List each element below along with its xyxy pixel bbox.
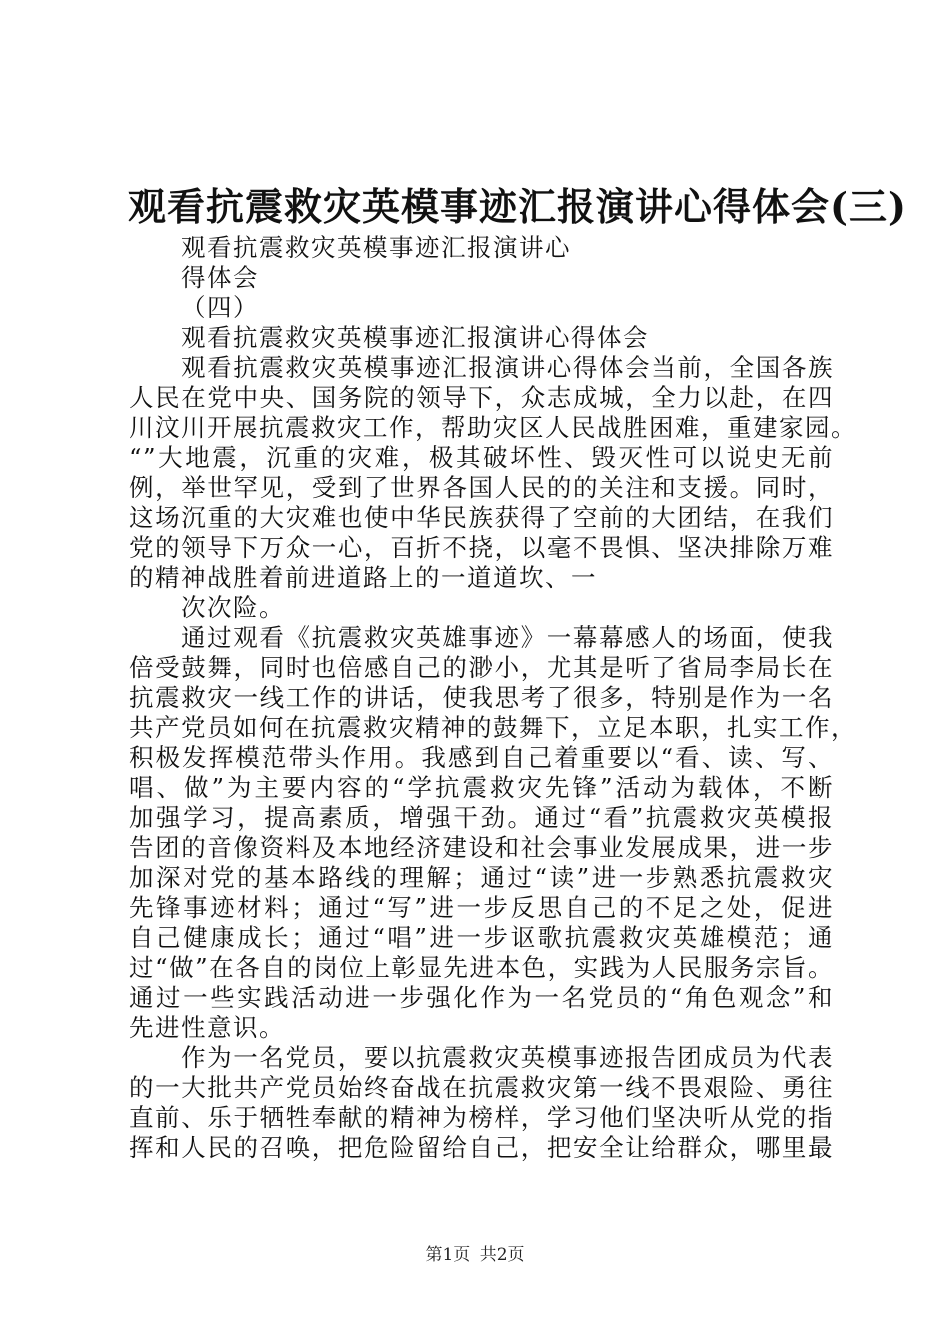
text-line: 观看抗震救灾英模事迹汇报演讲心 <box>181 233 571 262</box>
text-line: 次次险。 <box>181 593 285 622</box>
text-line: 告团的音像资料及本地经济建设和社会事业发展成果，进一步 <box>129 833 834 862</box>
text-line: 川汶川开展抗震救灾工作，帮助灾区人民战胜困难，重建家园。 <box>129 413 857 442</box>
text-line: 先锋事迹材料；通过“写”进一步反思自己的不足之处，促进 <box>129 893 834 922</box>
text-line: 观看抗震救灾英模事迹汇报演讲心得体会 <box>181 323 649 352</box>
text-line: 共产党员如何在抗震救灾精神的鼓舞下，立足本职，扎实工作， <box>129 713 857 742</box>
text-line: （四） <box>181 293 259 322</box>
text-line: 的精神战胜着前进道路上的一道道坎、一 <box>129 563 597 592</box>
text-line: 通过观看《抗震救灾英雄事迹》一幕幕感人的场面，使我 <box>181 623 834 652</box>
text-line: 人民在党中央、国务院的领导下，众志成城，全力以赴，在四 <box>129 383 834 412</box>
page-total: 共2页 <box>479 1245 525 1265</box>
text-line: 先进性意识。 <box>129 1013 285 1042</box>
text-line: 加深对党的基本路线的理解；通过“读”进一步熟悉抗震救灾 <box>129 863 834 892</box>
document-title: 观看抗震救灾英模事迹汇报演讲心得体会(三) <box>128 184 907 229</box>
text-line: 加强学习，提高素质，增强干劲。通过“看”抗震救灾英模报 <box>129 803 834 832</box>
text-line: 作为一名党员，要以抗震救灾英模事迹报告团成员为代表 <box>181 1043 834 1072</box>
text-line: 通过一些实践活动进一步强化作为一名党员的“角色观念”和 <box>129 983 834 1012</box>
document-body <box>129 233 857 1163</box>
page-number: 第1页 <box>425 1245 471 1265</box>
text-line: 积极发挥模范带头作用。我感到自己着重要以“看、读、写、 <box>129 743 834 772</box>
text-line: 例，举世罕见，受到了世界各国人民的的关注和支援。同时， <box>129 473 834 502</box>
text-line: 唱、做”为主要内容的“学抗震救灾先锋”活动为载体，不断 <box>129 773 834 802</box>
text-line: 倍受鼓舞，同时也倍感自己的渺小，尤其是听了省局李局长在 <box>129 653 834 682</box>
text-line: 的一大批共产党员始终奋战在抗震救灾第一线不畏艰险、勇往 <box>129 1073 834 1102</box>
text-line: 直前、乐于牺牲奉献的精神为榜样，学习他们坚决听从党的指 <box>129 1103 834 1132</box>
text-line: 观看抗震救灾英模事迹汇报演讲心得体会当前，全国各族 <box>181 353 834 382</box>
text-line: 过“做”在各自的岗位上彰显先进本色，实践为人民服务宗旨。 <box>129 953 834 982</box>
text-line: 挥和人民的召唤，把危险留给自己，把安全让给群众，哪里最 <box>129 1133 834 1162</box>
page-footer <box>0 1244 950 1266</box>
text-line: 党的领导下万众一心，百折不挠，以毫不畏惧、坚决排除万难 <box>129 533 834 562</box>
text-line: “”大地震，沉重的灾难，极其破坏性、毁灭性可以说史无前 <box>129 443 834 472</box>
text-line: 这场沉重的大灾难也使中华民族获得了空前的大团结，在我们 <box>129 503 834 532</box>
text-line: 得体会 <box>181 263 259 292</box>
text-line: 抗震救灾一线工作的讲话，使我思考了很多，特别是作为一名 <box>129 683 834 712</box>
text-line: 自己健康成长；通过“唱”进一步讴歌抗震救灾英雄模范；通 <box>129 923 834 952</box>
